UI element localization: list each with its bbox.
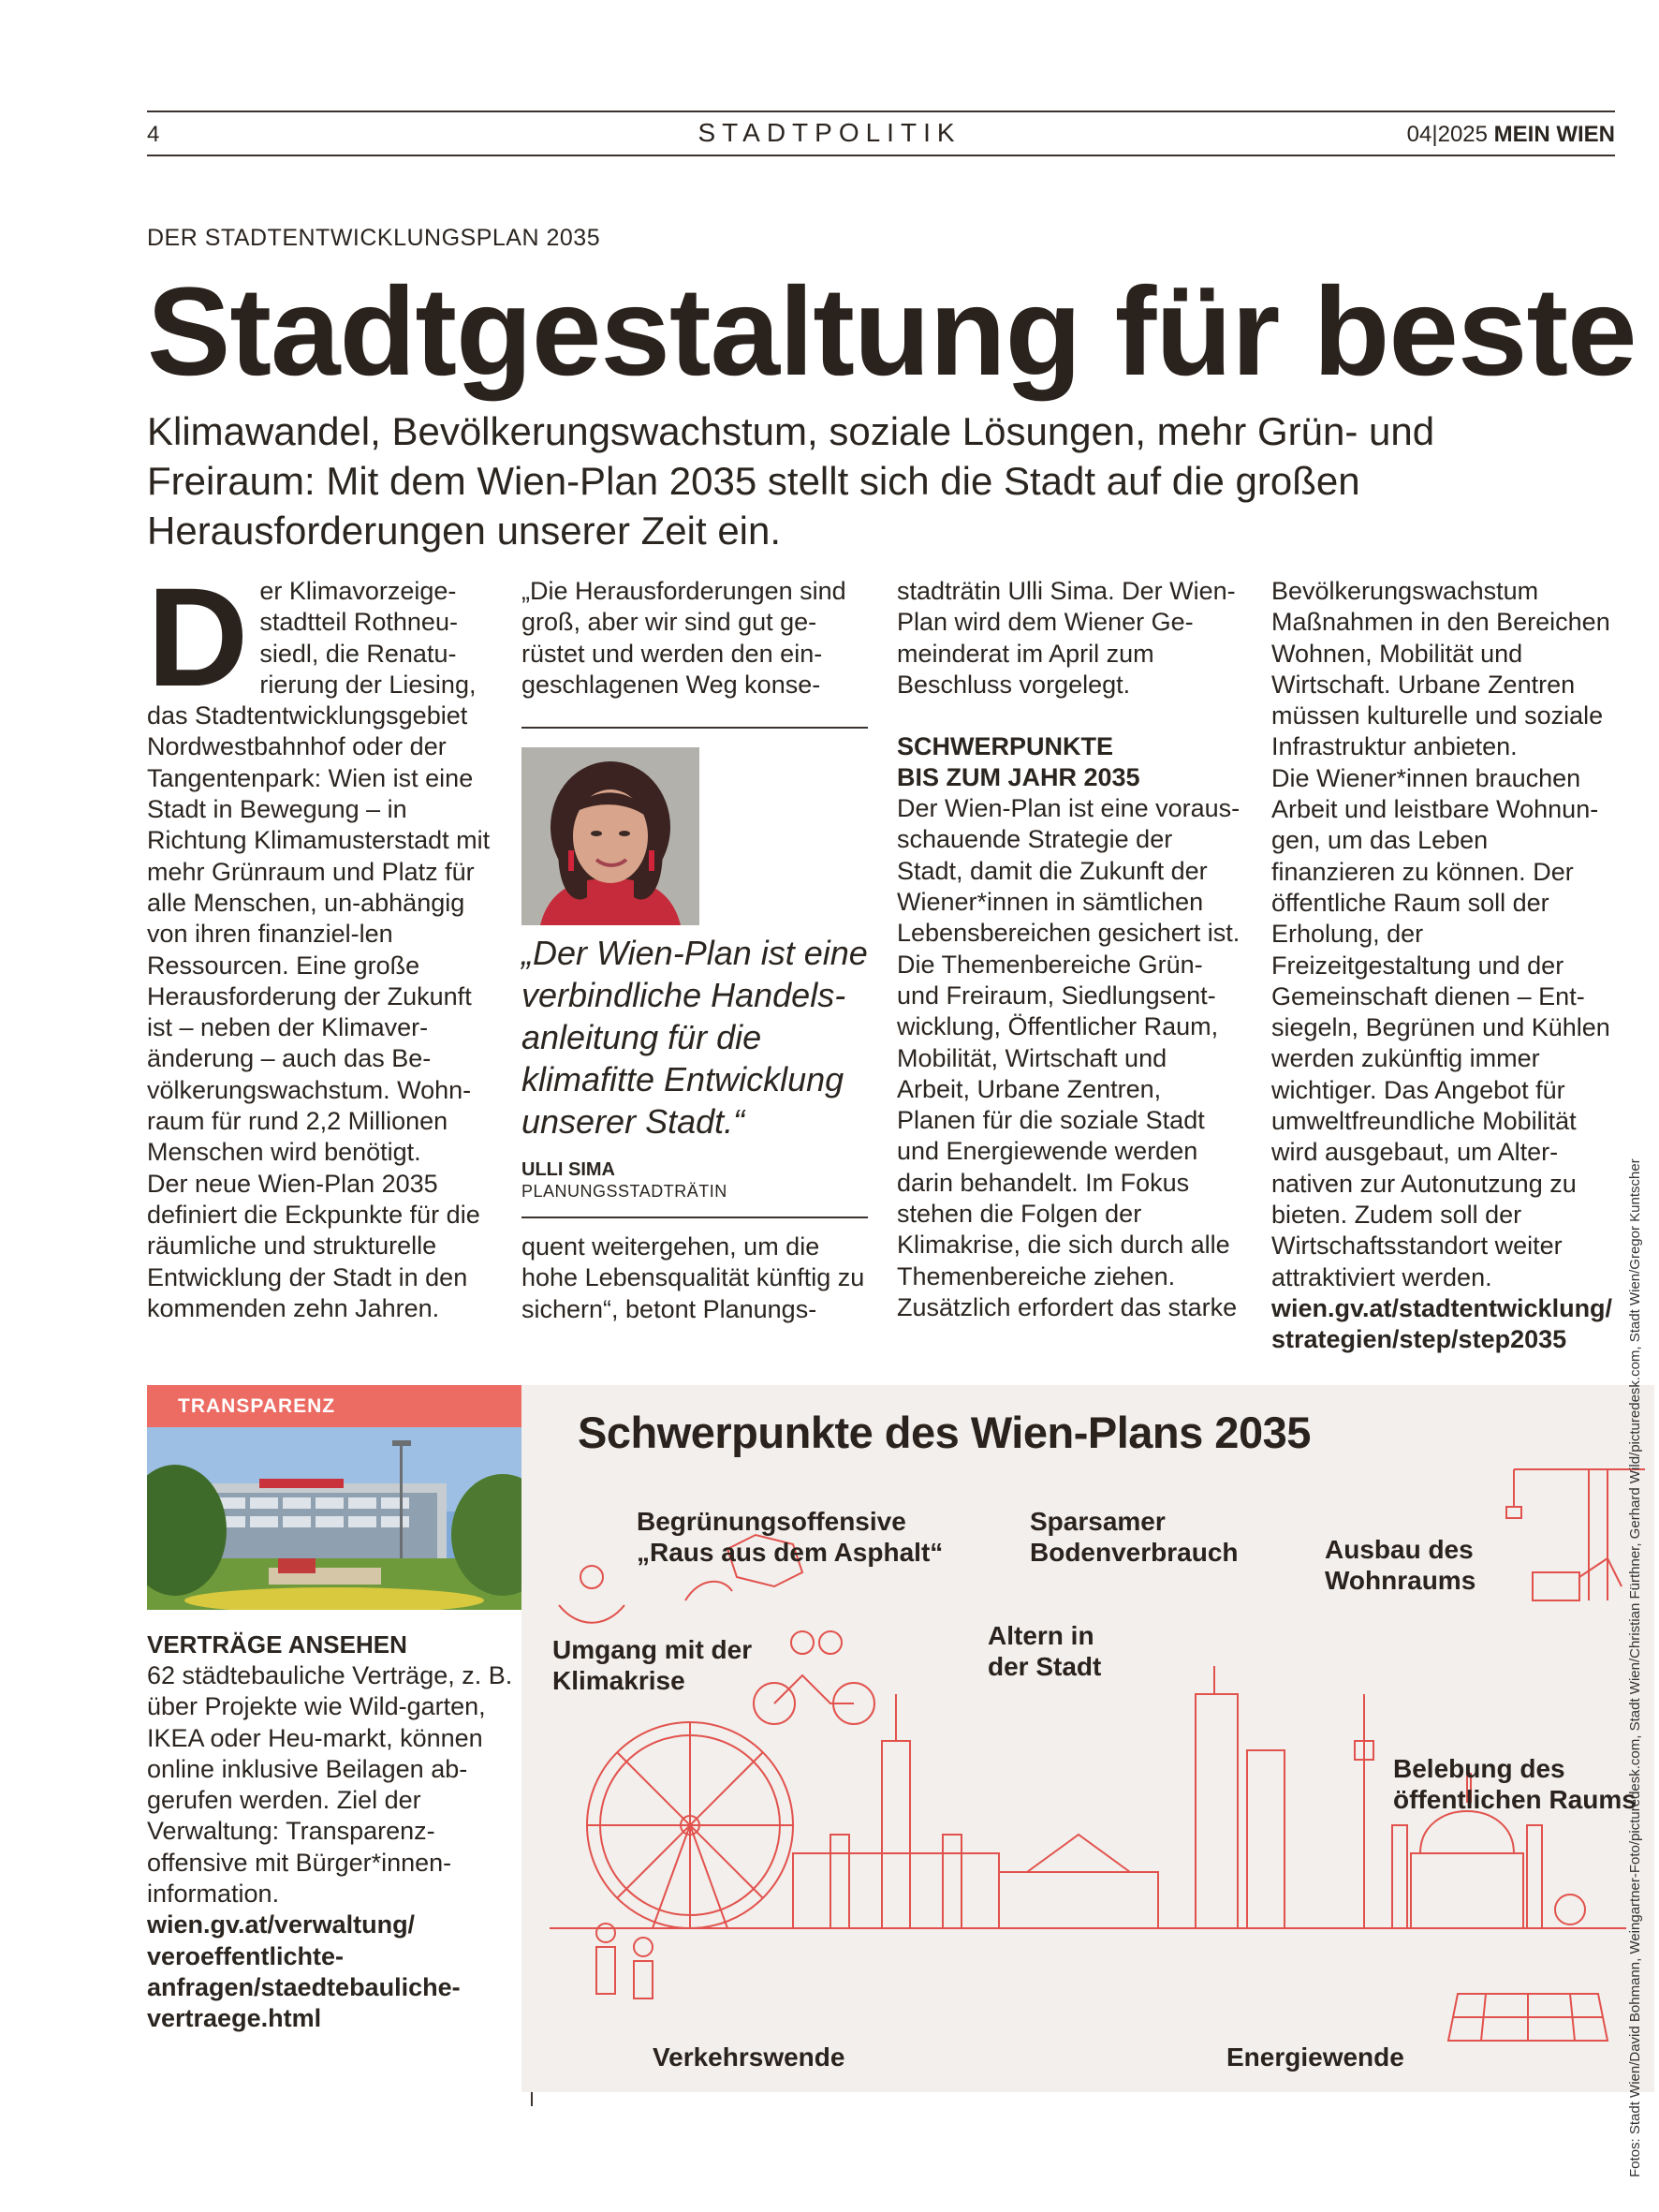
- sidebar-tag: TRANSPARENZ: [147, 1385, 529, 1427]
- col4-link-line-1[interactable]: wien.gv.at/stadtentwicklung/: [1271, 1293, 1613, 1322]
- sidebar-heading: VERTRÄGE ANSEHEN: [147, 1630, 407, 1659]
- quote-rule-top: [521, 727, 868, 729]
- pull-quote: „Der Wien-Plan ist eine verbindliche Handels-anleitung für die klimafitte Entwicklung unserer Stadt.“: [521, 934, 868, 1141]
- quote-author: ULLI SIMA: [521, 1159, 615, 1180]
- portrait-photo: [521, 747, 699, 925]
- sun-icon: [1555, 1895, 1585, 1924]
- sidebar-body: 62 städtebauliche Verträge, z. B. über Projekte wie Wild-garten, IKEA oder Heu-markt, können online inklusive Beilagen ab-gerufen werden. Ziel der Verwaltung: Transparenz-offensive mit Bürger*innen-information.: [147, 1661, 513, 1909]
- col1-paragraph-2: Der neue Wien-Plan 2035 definiert die Eckpunkte für die räumliche und strukturelle Entwicklung der Stadt in den kommenden zehn Jahren.: [147, 1169, 480, 1322]
- label-wohnraum-1: Ausbau des: [1325, 1535, 1474, 1564]
- photo-credit: Fotos: Stadt Wien/David Bohmann, Weingartner-Foto/picturedesk.com, Stadt Wien/Christian Fürthner, Gerhard Wild/picturedesk.com, Stadt Wien/Gregor Kuntscher: [1627, 1158, 1643, 2177]
- issue-label: [1407, 122, 1615, 148]
- article-column-1: [147, 558, 493, 1324]
- page-number: 4: [147, 122, 160, 147]
- sidebar-link-line-2[interactable]: veroeffentlichte-: [147, 1941, 345, 1970]
- col3-paragraph-1: stadträtin Ulli Sima. Der Wien-Plan wird dem Wiener Ge-meinderat im April zum Beschluss vorgelegt.: [897, 577, 1236, 699]
- sidebar-photo: [147, 1427, 529, 1610]
- infographic-skyline: [521, 1385, 1654, 2092]
- label-raum-2: öffentlichen Raums: [1393, 1785, 1637, 1814]
- lead-paragraph: Klimawandel, Bevölkerungswachstum, soziale Lösungen, mehr Grün- und Freiraum: Mit dem Wien-Plan 2035 stellt sich die Stadt auf die großen Herausforderungen unserer Zeit ein.: [147, 409, 1435, 553]
- label-oeffentlicher-raum: [1393, 1753, 1637, 1815]
- col3-subheading-1: SCHWERPUNKTE: [897, 732, 1114, 761]
- sidebar-link-line-3[interactable]: anfragen/staedtebauliche-: [147, 1972, 461, 2001]
- col4-paragraph-1: Bevölkerungswachstum Maßnahmen in den Bereichen Wohnen, Mobilität und Wirtschaft. Urbane Zentren müssen kulturelle und soziale Infrastruktur anbieten.: [1271, 577, 1610, 761]
- col3-subheading-2: BIS ZUM JAHR 2035: [897, 763, 1140, 792]
- label-altern-2: der Stadt: [988, 1652, 1102, 1681]
- tower-icon: [1196, 1694, 1238, 1928]
- label-wohnraum: [1325, 1534, 1475, 1596]
- infographic-title: Schwerpunkte des Wien-Plans 2035: [578, 1408, 1311, 1457]
- col4-paragraph-2: Die Wiener*innen brauchen Arbeit und leistbare Wohnun-gen, um das Leben finanzieren zu können. Der öffentliche Raum soll der Erholung, der Freizeitgestaltung und der Gemeinschaft dienen – Ent-siegeln, Begrünen und Kühlen werden zukünftig immer wichtiger. Das Angebot für umweltfreundliche Mobilität wird ausgebaut, um Alter-nativen zur Autonutzung zu bieten. Zudem soll der Wirtschaftsstandort weiter attraktiviert werden.: [1271, 763, 1610, 1291]
- sidebar-link-line-1[interactable]: wien.gv.at/verwaltung/: [147, 1910, 416, 1939]
- people-icon: [596, 1924, 615, 1942]
- label-wohnraum-2: Wohnraums: [1325, 1566, 1476, 1595]
- excavator-icon: [1533, 1572, 1579, 1600]
- label-boden: [1030, 1506, 1239, 1568]
- label-klimakrise-2: Klimakrise: [552, 1666, 685, 1695]
- header-rule-top: [147, 111, 1615, 112]
- label-begruenung: [637, 1506, 943, 1568]
- infographic-panel: [521, 1385, 1654, 2092]
- label-boden-2: Bodenverbrauch: [1030, 1538, 1239, 1567]
- header-rule-bottom: [147, 155, 1615, 156]
- label-raum-1: Belebung des: [1393, 1754, 1565, 1783]
- label-begruenung-1: Begrünungsoffensive: [637, 1507, 906, 1536]
- headline: Stadtgestaltung für beste: [147, 262, 1637, 402]
- label-verkehrswende: Verkehrswende: [653, 2042, 845, 2072]
- article-column-4: [1271, 576, 1618, 1355]
- publication-name: MEIN WIEN: [1493, 122, 1615, 147]
- section-title: STADTPOLITIK: [697, 118, 962, 147]
- col2-paragraph-bottom: quent weitergehen, um die hohe Lebensqualität künftig zu sichern“, betont Planungs-: [521, 1232, 865, 1323]
- quote-rule-bottom: [521, 1217, 868, 1218]
- label-altern-1: Altern in: [988, 1621, 1094, 1650]
- label-klimakrise: [552, 1634, 752, 1696]
- col4-link-line-2[interactable]: strategien/step/step2035: [1271, 1325, 1567, 1354]
- col1-paragraph-1: er Klimavorzeige-stadtteil Rothneu-siedl, die Renatu-rierung der Liesing, das Stadtentwicklungsgebiet Nordwestbahnhof oder der Tangentenpark: Wien ist eine Stadt in Bewegung – in Richtung Klimamusterstadt mit mehr Grünraum und Platz für alle Menschen, un-abhängig von ihren finanziel-len Ressourcen. Eine große Herausforderung der Zukunft ist – neben der Klimaver-änderung – auch das Be-völkerungswachstum. Wohn-raum für rund 2,2 Millionen Menschen wird benötigt.: [147, 577, 491, 1167]
- kicker: DER STADTENTWICKLUNGSPLAN 2035: [147, 225, 601, 251]
- article-column-2-bottom: [521, 1231, 868, 1325]
- sidebar-link-line-4[interactable]: vertraege.html: [147, 2004, 322, 2033]
- drop-cap: D: [147, 558, 249, 715]
- article-column-3: [897, 576, 1243, 1323]
- col3-paragraph-2: Der Wien-Plan ist eine voraus-schauende Strategie der Stadt, damit die Zukunft der Wiener*innen in sämtlichen Lebensbereichen gesichert ist. Die Themenbereiche Grün-und Freiraum, Siedlungsent-wicklung, Öffentlicher Raum, Mobilität, Wirtschaft und Arbeit, Urbane Zentren, Planen für die soziale Stadt und Energiewende werden darin behandelt. Im Fokus stehen die Folgen der Klimakrise, die sich durch alle Themenbereiche ziehen. Zusätzlich erfordert das starke: [897, 794, 1241, 1321]
- sidebar-text: [147, 1630, 517, 2035]
- plant-hand-icon: [559, 1605, 624, 1623]
- issue-number: 04|2025: [1406, 122, 1488, 147]
- label-altern: [988, 1620, 1101, 1682]
- quote-author-role: PLANUNGSSTADTRÄTIN: [521, 1182, 727, 1201]
- col2-paragraph-top: „Die Herausforderungen sind groß, aber wir sind gut ge-rüstet und werden den ein-geschlagenen Weg konse-: [521, 577, 846, 699]
- article-column-2-top: [521, 576, 868, 700]
- label-boden-1: Sparsamer: [1030, 1507, 1166, 1536]
- label-begruenung-2: „Raus aus dem Asphalt“: [637, 1538, 944, 1567]
- label-energiewende: Energiewende: [1226, 2042, 1404, 2072]
- label-klimakrise-1: Umgang mit der: [552, 1635, 753, 1664]
